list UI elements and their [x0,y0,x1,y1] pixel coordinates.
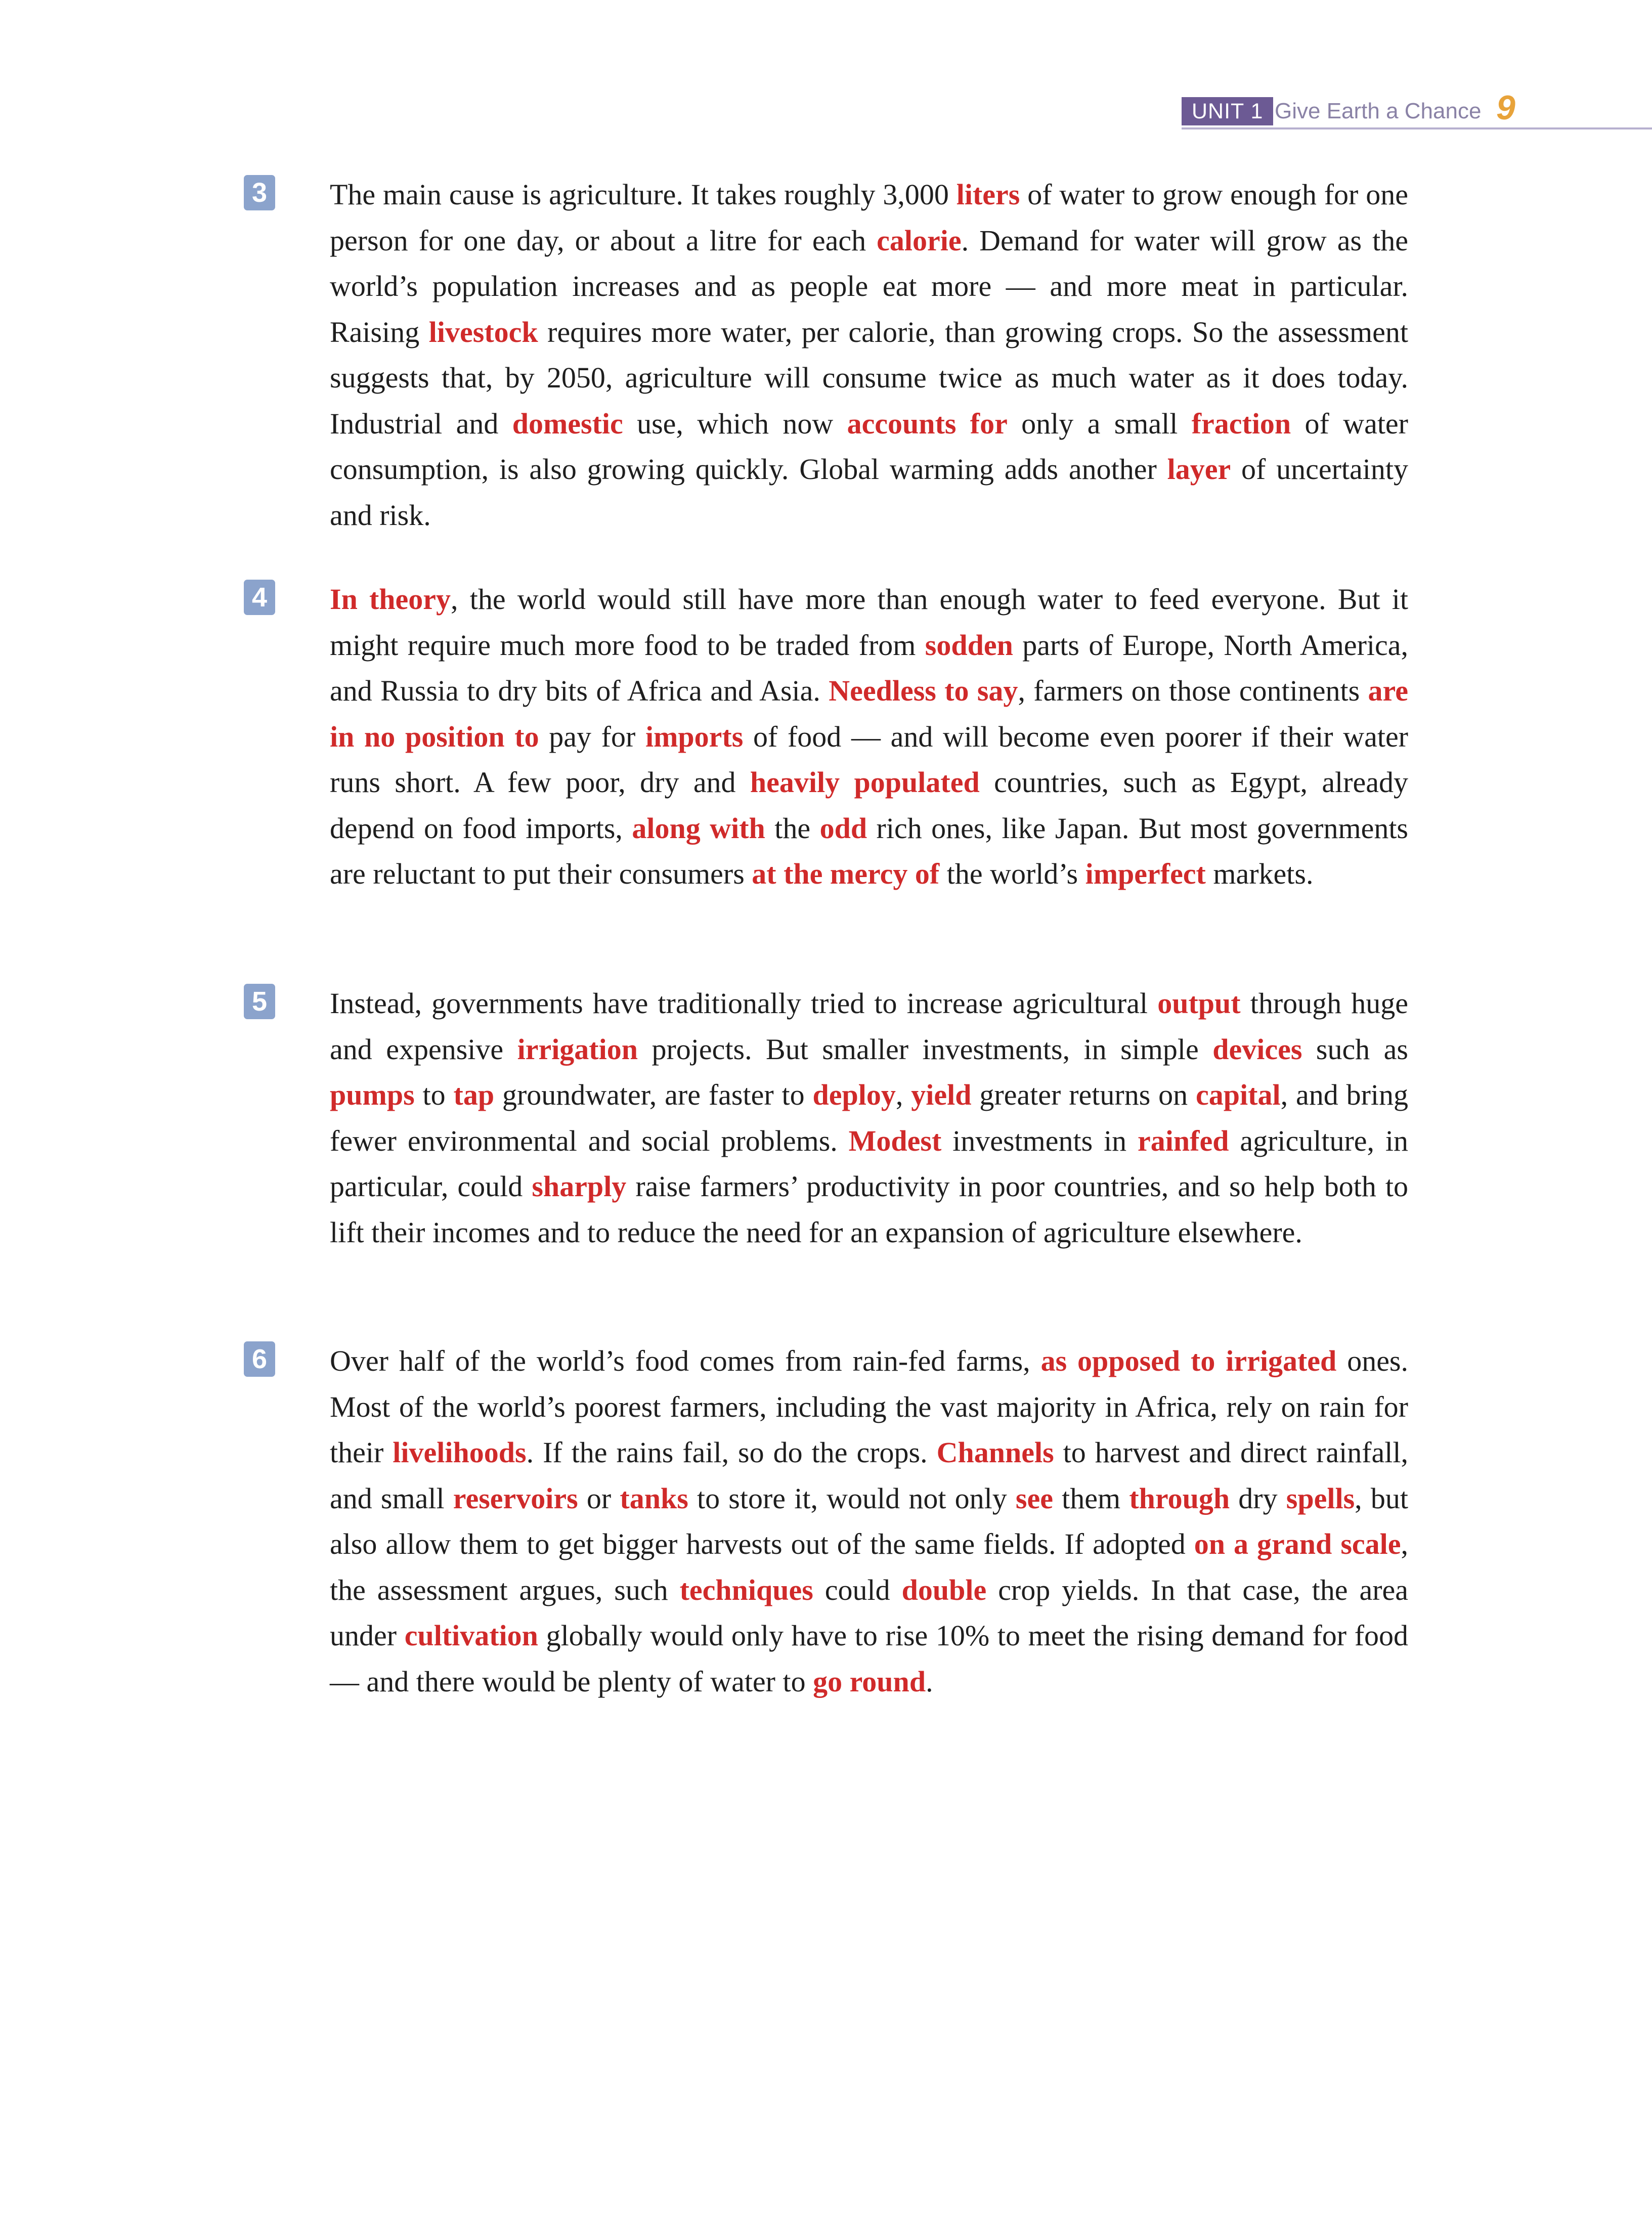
vocab-term: odd [819,811,867,845]
vocab-term: cultivation [404,1619,538,1652]
vocab-term: devices [1212,1032,1302,1066]
vocab-term: Needless to say [829,674,1018,707]
vocab-term: spells [1286,1481,1355,1515]
paragraph-text: In theory, the world would still have more than enough water to feed everyone. But it might require much more food to be traded from sodden parts of Europe, North America, and Russia to dry bits of Africa and Asia. Needless to say, farmers on those continents are in no position to pay for imports of food — and will become even poorer if their water runs short. A few poor, dry and heavily populated countries, such as Egypt, already depend on food imports, along with the odd rich ones, like Japan. But most governments are reluctant to put their consumers at the mercy of the world’s imperfect markets. [330,583,1409,890]
vocab-term: domestic [512,407,623,440]
vocab-term: along with [632,811,765,845]
vocab-term: pumps [330,1078,415,1111]
vocab-term: accounts for [847,407,1008,440]
vocab-term: through [1129,1481,1230,1515]
vocab-term: Modest [848,1124,942,1157]
vocab-term: deploy [812,1078,896,1111]
unit-title: Give Earth a Chance [1275,99,1482,123]
vocab-term: layer [1167,453,1231,486]
vocab-term: liters [956,178,1020,211]
vocab-term: livestock [428,315,538,348]
vocab-term: see [1015,1481,1053,1515]
vocab-term: rainfed [1138,1124,1229,1157]
page-header [1182,89,1652,128]
vocab-term: go round [813,1665,926,1698]
vocab-term: Channels [936,1436,1054,1469]
vocab-term: livelihoods [393,1436,527,1469]
unit-badge: UNIT 1 [1182,97,1273,125]
vocab-term: as opposed to irrigated [1040,1344,1337,1377]
vocab-term: yield [911,1078,972,1111]
vocab-term: reservoirs [453,1481,578,1515]
vocab-term: sodden [925,628,1013,662]
vocab-term: techniques [679,1573,813,1606]
vocab-term: fraction [1191,407,1291,440]
paragraph-number: 5 [244,984,275,1019]
vocab-term: capital [1196,1078,1281,1111]
vocab-term: at the mercy of [752,857,940,890]
paragraph-number: 3 [244,175,275,210]
vocab-term: on a grand scale [1194,1528,1401,1560]
vocab-term: calorie [877,224,962,257]
vocab-term: imperfect [1085,857,1206,890]
vocab-term: In theory [330,583,451,616]
header-divider [1182,127,1652,129]
vocab-term: are in no position to [330,674,1408,753]
vocab-term: irrigation [517,1032,638,1066]
paragraph-text: The main cause is agriculture. It takes roughly 3,000 liters of water to grow enough for one person for one day, or about a litre for each calorie. Demand for water will grow as the world’s population increases and as people eat more — and more meat in particular. Raising livestock requires more water, per calorie, than growing crops. So the assessment suggests that, by 2050, agriculture will consume twice as much water as it does today. Industrial and domestic use, which now accounts for only a small fraction of water consumption, is also growing quickly. Global warming adds another layer of uncertainty and risk. [330,178,1408,532]
paragraph-text: Instead, governments have traditionally tried to increase agricultural output through huge and expensive irrigation projects. But smaller investments, in simple devices such as pumps to tap groundwater, are faster to deploy, yield greater returns on capital, and bring fewer environmental and social problems. Modest investments in rainfed agriculture, in particular, could sharply raise farmers’ productivity in poor countries, and so help both to lift their incomes and to reduce the need for an expansion of agriculture elsewhere. [330,987,1409,1249]
page-number: 9 [1496,89,1515,127]
vocab-term: heavily populated [750,766,980,799]
vocab-term: tanks [620,1481,688,1515]
vocab-term: tap [453,1078,495,1111]
vocab-term: double [901,1573,987,1606]
paragraph-text: Over half of the world’s food comes from rain-fed farms, as opposed to irrigated ones. Most of the world’s poorest farmers, including the vast majority in Africa, rely on rain for their livelihoods. If the rains fail, so do the crops. Channels to harvest and direct rainfall, and small reservoirs or tanks to store it, would not only see them through dry spells, but also allow them to get bigger harvests out of the same fields. If adopted on a grand scale, the assessment argues, such techniques could double crop yields. In that case, the area under cultivation globally would only have to rise 10% to meet the rising demand for food — and there would be plenty of water to go round. [330,1344,1409,1698]
vocab-term: sharply [532,1170,627,1203]
vocab-term: imports [645,720,744,753]
paragraph-number: 6 [244,1341,275,1377]
vocab-term: output [1157,987,1241,1020]
paragraph-number: 4 [244,580,275,615]
